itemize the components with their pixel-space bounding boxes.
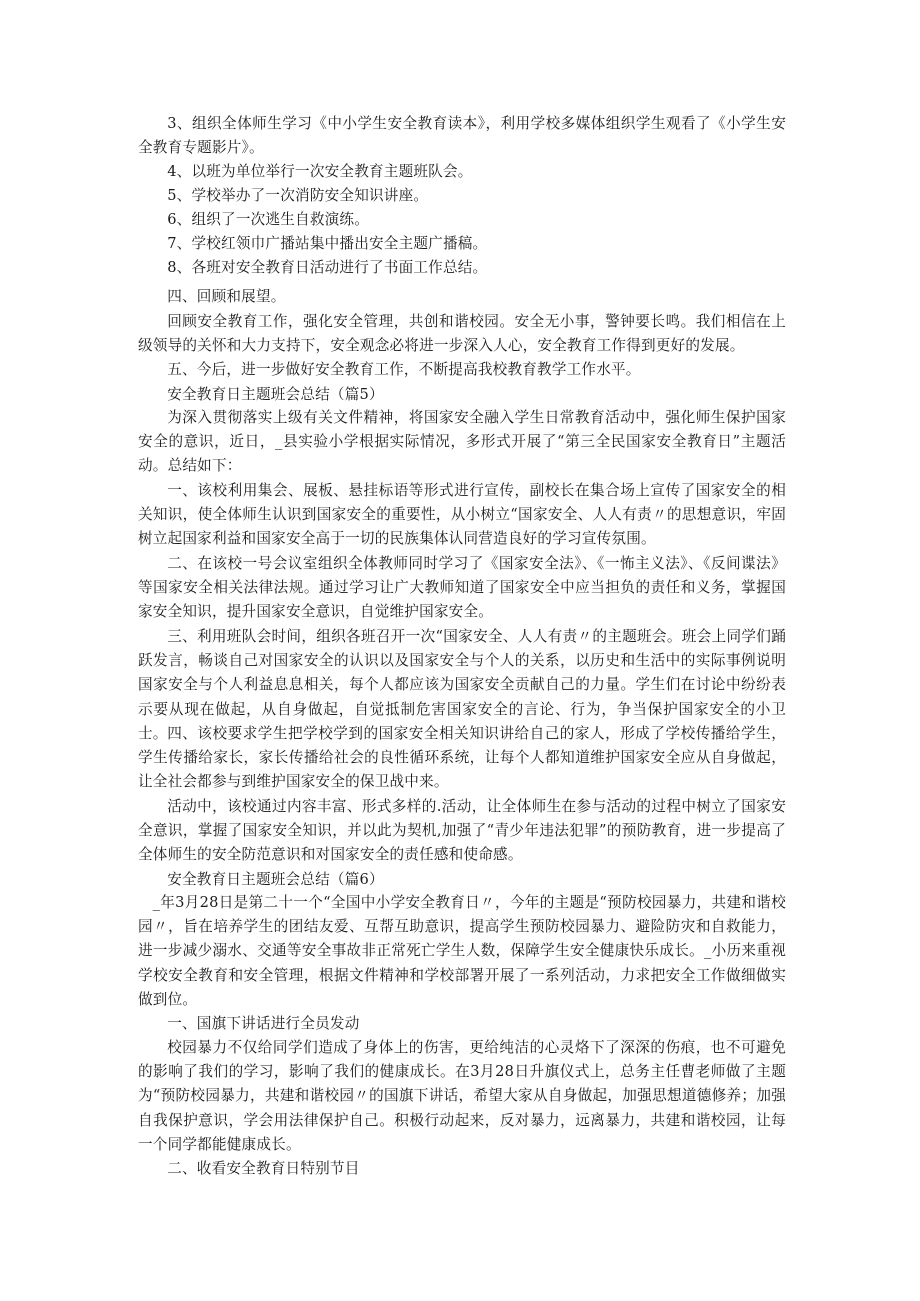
paragraph-5-three: 三、利用班队会时间，组织各班召开一次“国家安全、人人有责〃的主题班会。班会上同学们踊跃发言，畅谈自己对国家安全的认识以及国家安全与个人的关系，以历史和生活中的实际事例说明国家安全与个人利益息息相关，每个人都应该为国家安全贡献自己的力量。学生们在讨论中纷纷表示要从现在做起，从自身做起，自觉抵制危害国家安全的言论、行为，争当保护国家安全的小卫士。	[138, 628, 786, 742]
paragraph-item-6: 6、组织了一次逃生自救演练。	[167, 211, 369, 228]
section-heading-review: 四、回顾和展望。	[167, 288, 286, 305]
section-heading-tv-program: 二、收看安全教育日特别节目	[167, 1160, 360, 1177]
paragraph-5-summary: 活动中，该校通过内容丰富、形式多样的.活动，让全体师生在参与活动的过程中树立了国家安全意识，掌握了国家安全知识，并以此为契机,加强了“青少年违法犯罪”的预防教育，进一步提高了全体师生的安全防范意识和对国家安全的责任感和使命感。	[138, 798, 786, 864]
paragraph-item-4: 4、以班为单位举行一次安全教育主题班队会。	[167, 163, 473, 180]
paragraph-item-7: 7、学校红领巾广播站集中播出安全主题广播稿。	[167, 235, 488, 252]
article-title-5: 安全教育日主题班会总结（篇5）	[167, 386, 384, 403]
paragraph-intro-6: _年3月28日是第二十一个“全国中小学安全教育日〃，今年的主题是“预防校园暴力，共建和谐校园〃，旨在培养学生的团结友爱、互帮互助意识，提高学生预防校园暴力、避险防灾和自救能力，进一步减少溺水、交通等安全事故非正常死亡学生人数，保障学生安全健康快乐成长。_小历来重视学校安全教育和安全管理，根据文件精神和学校部署开展了一系列活动，力求把安全工作做细做实做到位。	[138, 894, 786, 1008]
paragraph-5-one: 一、该校利用集会、展板、悬挂标语等形式进行宣传，副校长在集合场上宣传了国家安全的相关知识，使全体师生认识到国家安全的重要性，从小树立“国家安全、人人有责〃的思想意识，牢固树立起国家利益和国家安全高于一切的民族集体认同营造良好的学习宣传氛围。	[138, 482, 786, 548]
paragraph-item-3: 3、组织全体师生学习《中小学生安全教育读本》，利用学校多媒体组织学生观看了《小学生安全教育专题影片》。	[138, 115, 786, 157]
paragraph-item-8: 8、各班对安全教育日活动进行了书面工作总结。	[167, 259, 488, 276]
article-title-6: 安全教育日主题班会总结（篇6）	[167, 871, 384, 888]
paragraph-review: 回顾安全教育工作，强化安全管理，共创和谐校园。安全无小事，警钟要长鸣。我们相信在上级领导的关怀和大力支持下，安全观念必将进一步深入人心，安全教育工作得到更好的发展。	[138, 313, 786, 355]
paragraph-intro-5: 为深入贯彻落实上级有关文件精神，将国家安全融入学生日常教育活动中，强化师生保护国家安全的意识，近日，_县实验小学根据实际情况，多形式开展了“第三全民国家安全教育日”主题活动。总结如下：	[138, 409, 786, 475]
paragraph-item-5: 5、学校举办了一次消防安全知识讲座。	[167, 187, 429, 204]
section-heading-future: 五、今后，进一步做好安全教育工作，不断提高我校教育教学工作水平。	[167, 361, 641, 378]
paragraph-5-four: 四、该校要求学生把学校学到的国家安全相关知识讲给自己的家人，形成了学校传播给学生，学生传播给家长，家长传播给社会的良性循环系统，让每个人都知道维护国家安全应从自身做起，让全社会都参与到维护国家安全的保卫战中来。	[138, 725, 786, 791]
paragraph-5-two: 二、在该校一号会议室组织全体教师同时学习了《国家安全法》、《一怖主义法》、《反间谍法》等国家安全相关法律法规。通过学习让广大教师知道了国家安全中应当担负的责任和义务，掌握国家安全知识，提升国家安全意识，自觉维护国家安全。	[138, 555, 786, 621]
paragraph-flag-speech: 校园暴力不仅给同学们造成了身体上的伤害，更给纯洁的心灵烙下了深深的伤痕，也不可避免的影响了我们的学习，影响了我们的健康成长。在3月28日升旗仪式上，总务主任曹老师做了主题为“预防校园暴力，共建和谐校园〃的国旗下讲话，希望大家从自身做起，加强思想道德修养；加强自我保护意识，学会用法律保护自己。积极行动起来，反对暴力，远离暴力，共建和谐校园，让每一个同学都能健康成长。	[138, 1039, 786, 1153]
section-heading-flag-speech: 一、国旗下讲话进行全员发动	[167, 1015, 360, 1032]
